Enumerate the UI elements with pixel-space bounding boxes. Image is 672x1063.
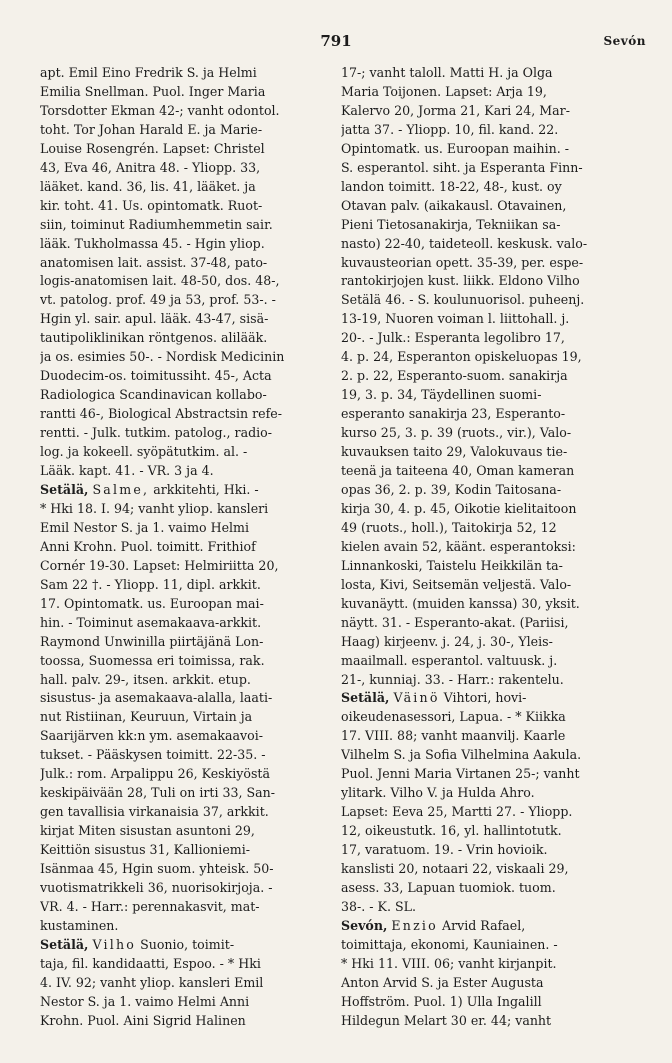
text-line: kurso 25, 3. p. 39 (ruots., vir.), Valo- [341,425,572,441]
entry-body [40,500,336,936]
text-line: S. esperantol. siht. ja Esperanta Finn- [341,159,583,175]
text-line: Puol. Jenni Maria Virtanen 25-; vanht [341,766,580,782]
text-line: Maria Toijonen. Lapset: Arja 19, [341,83,547,99]
text-line: näytt. 31. - Esperanto-akat. (Pariisi, [341,614,569,630]
text-line: tautipoliklinikan röntgenos. alilääk. [40,330,268,346]
text-line: * Hki 11. VIII. 06; vanht kirjanpit. [341,955,557,971]
text-line: kanslisti 20, notaari 22, viskaali 29, [341,861,569,877]
text-line: Torsdotter Ekman 42-; vanht odontol. [40,102,280,118]
text-line: 38-. - K. SL. [341,898,416,914]
text-line: Nestor S. ja 1. vaimo Helmi Anni [40,993,250,1009]
text-line: kustaminen. [40,917,119,933]
text-line: kuvausteorian opett. 35-39, per. espe- [341,254,584,270]
text-line: sisustus- ja asemakaava-alalla, laati- [40,690,273,706]
text-line: 21-, kunniaj. 33. - Harr.: rakentelu. [341,671,564,687]
text-line: vuotismatrikkeli 36, nuorisokirjoja. - [40,879,273,895]
text-line: vt. patolog. prof. 49 ja 53, prof. 53-. - [40,292,276,308]
entry-body [341,936,637,1031]
text-line: tukset. - Pääskysen toimitt. 22-35. - [40,747,266,763]
text-line: Kalervo 20, Jorma 21, Kari 24, Mar- [341,102,570,118]
entry-setala-salme [40,481,336,936]
entry-headline [341,917,637,936]
text-line: logis-anatomisen lait. 48-50, dos. 48-, [40,273,280,289]
text-line: Emil Nestor S. ja 1. vaimo Helmi [40,519,250,535]
text-line: Julk.: rom. Arpalippu 26, Keskiyöstä [40,766,271,782]
left-column [40,64,336,1031]
entry-continuation [341,64,637,689]
text-line: Hildegun Melart 30 er. 44; vanht [341,1012,552,1028]
text-line: Pieni Tietosanakirja, Tekniikan sa- [341,216,561,232]
text-line: Otavan palv. (aikakausl. Otavainen, [341,197,567,213]
entry-surname: Setälä, [40,936,89,952]
entry-continuation [40,64,336,481]
text-line: 13-19, Nuoren voiman l. liittohall. j. [341,311,570,327]
text-line: siin, toiminut Radiumhemmetin sair. [40,216,273,232]
page-header [0,30,672,52]
text-line: Hgin yl. sair. apul. lääk. 43-47, sisä- [40,311,269,327]
text-line: Duodecim-os. toimitussiht. 45-, Acta [40,368,272,384]
entry-body [40,955,336,1031]
text-line: taja, fil. kandidaatti, Espoo. - * Hki [40,955,261,971]
entry-surname: Setälä, [40,481,89,497]
text-line: Saarijärven kk:n ym. asemakaavoi- [40,728,263,744]
text-line: Louise Rosengrén. Lapset: Christel [40,140,265,156]
entry-headline-rest: Vihtori, hovi- [443,690,527,706]
text-line: Anton Arvid S. ja Ester Augusta [341,974,544,990]
text-line: Hoffström. Puol. 1) Ulla Ingalill [341,993,542,1009]
text-line: Lääk. kapt. 41. - VR. 3 ja 4. [40,463,214,479]
right-column [341,64,637,1031]
text-line: opas 36, 2. p. 39, Kodin Taitosana- [341,481,562,497]
entry-setala-vilho [40,936,336,1031]
text-line: lääket. kand. 36, lis. 41, lääket. ja [40,178,256,194]
text-line: nut Ristiinan, Keuruun, Virtain ja [40,709,253,725]
text-line: gen tavallisia virkanaisia 37, arkkit. [40,804,269,820]
text-line: toht. Tor Johan Harald E. ja Marie- [40,121,263,137]
entry-headline-rest: Arvid Rafael, [441,917,526,933]
text-line: Haag) kirjeenv. j. 24, j. 30-, Yleis- [341,633,553,649]
entry-surname: Setälä, [341,690,390,706]
text-line: anatomisen lait. assist. 37-48, pato- [40,254,268,270]
text-line: teenä ja taiteena 40, Oman kameran [341,463,575,479]
text-line: Linnankoski, Taistelu Heikkilän ta- [341,557,563,573]
text-line: toimittaja, ekonomi, Kauniainen. - [341,936,558,952]
text-line: asess. 33, Lapuan tuomiok. tuom. [341,879,556,895]
entry-headline [40,936,336,955]
text-line: Vilhelm S. ja Sofia Vilhelmina Aakula. [341,747,582,763]
text-line: keskipäivään 28, Tuli on irti 33, San- [40,785,276,801]
text-line: maailmall. esperantol. valtuusk. j. [341,652,558,668]
text-line: ja os. esimies 50-. - Nordisk Medicinin [40,349,285,365]
entry-given-name: Salme, [92,481,150,497]
page-number: 791 [320,32,352,50]
text-line: Setälä 46. - S. koulunuorisol. puheenj. [341,292,585,308]
text-line: ylitark. Vilho V. ja Hulda Ahro. [341,785,535,801]
text-line: landon toimitt. 18-22, 48-, kust. oy [341,178,562,194]
text-line: kielen avain 52, käänt. esperantoksi: [341,538,576,554]
entry-headline-rest: Suonio, toimit- [140,936,235,952]
text-line: rantokirjojen kust. liikk. Eldono Vilho [341,273,580,289]
text-line: toossa, Suomessa eri toimissa, rak. [40,652,265,668]
text-line: 43, Eva 46, Anitra 48. - Yliopp. 33, [40,159,261,175]
text-line: Opintomatk. us. Euroopan maihin. - [341,140,570,156]
text-line: 17. Opintomatk. us. Euroopan mai- [40,595,264,611]
entry-sevon-enzio [341,917,637,1031]
text-line: hall. palv. 29-, itsen. arkkit. etup. [40,671,251,687]
text-line: VR. 4. - Harr.: perennakasvit, mat- [40,898,260,914]
entry-given-name: Väinö [393,690,440,706]
text-line: Anni Krohn. Puol. toimitt. Frithiof [40,538,256,554]
text-line: Lapset: Eeva 25, Martti 27. - Yliopp. [341,804,573,820]
text-line: 19, 3. p. 34, Täydellinen suomi- [341,387,542,403]
text-line: 17, varatuom. 19. - Vrin hovioik. [341,842,548,858]
text-line: lääk. Tukholmassa 45. - Hgin yliop. [40,235,265,251]
text-line: nasto) 22-40, taideteoll. keskusk. valo- [341,235,588,251]
text-line: 4. p. 24, Esperanton opiskeluopas 19, [341,349,582,365]
text-line: 49 (ruots., holl.), Taitokirja 52, 12 [341,519,557,535]
text-line: 17. VIII. 88; vanht maanvilj. Kaarle [341,728,566,744]
text-line: Radiologica Scandinavican kollabo- [40,387,267,403]
text-line: Raymond Unwinilla piirtäjänä Lon- [40,633,264,649]
text-line: kirja 30, 4. p. 45, Oikotie kielitaitoon [341,500,577,516]
text-line: 20-. - Julk.: Esperanta legolibro 17, [341,330,565,346]
text-line: jatta 37. - Yliopp. 10, fil. kand. 22. [341,121,559,137]
text-line: 17-; vanht taloll. Matti H. ja Olga [341,65,553,80]
text-line: kuvauksen taito 29, Valokuvaus tie- [341,444,568,460]
text-line: hin. - Toiminut asemakaava-arkkit. [40,614,262,630]
entry-setala-vaino [341,689,637,916]
text-line: esperanto sanakirja 23, Esperanto- [341,406,566,422]
text-line: Sam 22 †. - Yliopp. 11, dipl. arkkit. [40,576,261,592]
text-line: 2. p. 22, Esperanto-suom. sanakirja [341,368,568,384]
text-line: 4. IV. 92; vanht yliop. kansleri Emil [40,974,264,990]
text-line: Isänmaa 45, Hgin suom. yhteisk. 50- [40,861,274,877]
text-line: Emilia Snellman. Puol. Inger Maria [40,83,266,99]
entry-given-name: Vilho [92,936,137,952]
text-line: losta, Kivi, Seitsemän veljestä. Valo- [341,576,572,592]
text-line: Krohn. Puol. Aini Sigrid Halinen [40,1012,246,1028]
text-line: Keittiön sisustus 31, Kallioniemi- [40,842,250,858]
entry-surname: Sevón, [341,917,388,933]
entry-headline [341,689,637,708]
text-line: kuvanäytt. (muiden kanssa) 30, yksit. [341,595,580,611]
entry-body [341,708,637,916]
entry-headline-rest: arkkitehti, Hki. - [153,481,259,497]
text-line: Cornér 19-30. Lapset: Helmiriitta 20, [40,557,279,573]
text-line: 12, oikeustutk. 16, yl. hallintotutk. [341,823,562,839]
entry-given-name: Enzio [391,917,438,933]
text-line: rantti 46-, Biological Abstractsin refe- [40,406,283,422]
text-line: oikeudenasessori, Lapua. - * Kiikka [341,709,566,725]
text-line: log. ja kokeell. syöpätutkim. al. - [40,444,248,460]
text-line: * Hki 18. I. 94; vanht yliop. kansleri [40,500,269,516]
running-head: Sevón [603,34,646,48]
text-line: kir. toht. 41. Us. opintomatk. Ruot- [40,197,263,213]
entry-headline [40,481,336,500]
text-line: rentti. - Julk. tutkim. patolog., radio- [40,425,273,441]
text-line: kirjat Miten sisustan asuntoni 29, [40,823,255,839]
text-line: apt. Emil Eino Fredrik S. ja Helmi [40,65,257,80]
